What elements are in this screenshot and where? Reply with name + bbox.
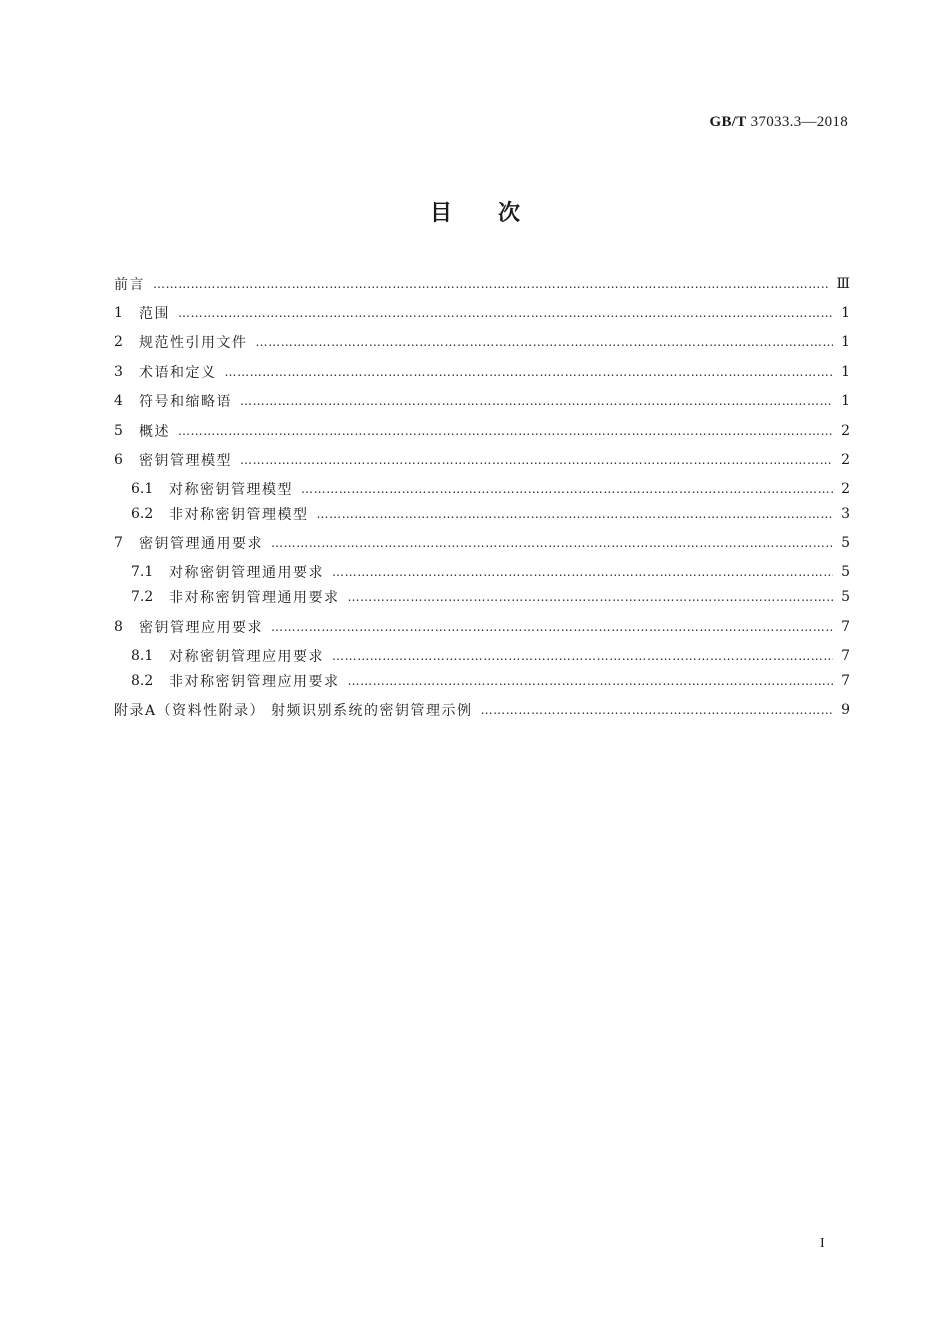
dot-leader: [256, 335, 834, 349]
dot-leader: [240, 394, 833, 408]
toc-entry-page: 1: [841, 364, 850, 380]
page-number: I: [820, 1236, 825, 1251]
toc-entry-page: 9: [841, 702, 850, 718]
toc-entry-number: 8.2: [131, 673, 154, 689]
toc-entry-page: 1: [841, 393, 850, 409]
toc-entry-6[interactable]: [114, 449, 850, 471]
toc-entry-3[interactable]: [114, 361, 850, 383]
toc-entry-label: 前言: [114, 277, 145, 293]
toc-entry-7-1[interactable]: [131, 561, 850, 583]
toc-entry-page: 3: [841, 506, 850, 522]
toc-entry-annex-a[interactable]: [114, 699, 850, 721]
toc-entry-label: 密钥管理通用要求: [139, 536, 263, 552]
standard-prefix: GB/T: [709, 114, 747, 130]
dot-leader: [271, 620, 833, 634]
toc-entry-number: 6.1: [131, 481, 154, 497]
toc-entry-page: 5: [841, 589, 850, 605]
toc-entry-6-2[interactable]: [131, 503, 850, 525]
dot-leader: [348, 674, 834, 688]
toc-entry-label: 符号和缩略语: [139, 394, 232, 410]
dot-leader: [348, 590, 834, 604]
dot-leader: [271, 536, 833, 550]
toc-title: 目次: [429, 201, 566, 226]
dot-leader: [225, 365, 834, 379]
toc-entry-8-2[interactable]: [131, 670, 850, 692]
toc-entry-number: 7.2: [131, 589, 154, 605]
toc-entry-6-1[interactable]: [131, 478, 850, 500]
dot-leader: [153, 277, 829, 291]
toc-entry-number: 8: [114, 619, 123, 635]
toc-entry-number: 7: [114, 535, 123, 551]
dot-leader: [317, 507, 834, 521]
toc-entry-page: Ⅲ: [836, 276, 850, 292]
toc-entry-number: 1: [114, 305, 123, 321]
toc-entry-label: 密钥管理应用要求: [139, 620, 263, 636]
toc-entry-number: 5: [114, 423, 123, 439]
toc-entry-label: 非对称密钥管理应用要求: [169, 674, 340, 690]
dot-leader: [332, 649, 833, 663]
toc-entry-2[interactable]: [114, 331, 850, 353]
dot-leader: [332, 565, 833, 579]
toc-entry-7-2[interactable]: [131, 586, 850, 608]
toc-entry-label: 非对称密钥管理通用要求: [169, 590, 340, 606]
toc-entry-number: 6: [114, 452, 123, 468]
dot-leader: [178, 306, 833, 320]
toc-entry-4[interactable]: [114, 390, 850, 412]
toc-entry-foreword[interactable]: [114, 273, 850, 295]
toc-entry-number: 7.1: [131, 564, 154, 580]
toc-entry-label: 对称密钥管理模型: [169, 482, 293, 498]
toc-entry-label: 对称密钥管理通用要求: [169, 565, 324, 581]
standard-number: 37033.3—2018: [750, 114, 848, 130]
toc-entry-number: 8.1: [131, 648, 154, 664]
toc-entry-page: 1: [841, 334, 850, 350]
toc-entry-page: 5: [841, 535, 850, 551]
toc-entry-8[interactable]: [114, 616, 850, 638]
toc-entry-8-1[interactable]: [131, 645, 850, 667]
toc-entry-number: 4: [114, 393, 123, 409]
toc-entry-number: 2: [114, 334, 123, 350]
toc-entry-label: 非对称密钥管理模型: [169, 507, 309, 523]
toc-entry-page: 5: [841, 564, 850, 580]
toc-entry-label: 概述: [139, 424, 170, 440]
dot-leader: [301, 482, 833, 496]
toc-entry-1[interactable]: [114, 302, 850, 324]
dot-leader: [481, 703, 833, 717]
toc-entry-page: 7: [841, 619, 850, 635]
toc-entry-page: 2: [841, 452, 850, 468]
toc-entry-7[interactable]: [114, 532, 850, 554]
toc-entry-page: 1: [841, 305, 850, 321]
toc-entry-page: 2: [841, 423, 850, 439]
toc-entry-label: 附录A（资料性附录） 射频识别系统的密钥管理示例: [114, 703, 473, 719]
toc-entry-number: 3: [114, 364, 123, 380]
toc-entry-label: 对称密钥管理应用要求: [169, 649, 324, 665]
toc-entry-page: 2: [841, 481, 850, 497]
toc-entry-label: 范围: [139, 306, 170, 322]
toc-entry-label: 规范性引用文件: [139, 335, 248, 351]
standard-code: [710, 114, 848, 131]
toc-entry-5[interactable]: [114, 420, 850, 442]
dot-leader: [178, 424, 833, 438]
toc-entry-page: 7: [841, 648, 850, 664]
toc-entry-page: 7: [841, 673, 850, 689]
dot-leader: [240, 453, 833, 467]
toc-entry-label: 密钥管理模型: [139, 453, 232, 469]
toc-entry-number: 6.2: [131, 506, 154, 522]
toc-entry-label: 术语和定义: [139, 365, 217, 381]
